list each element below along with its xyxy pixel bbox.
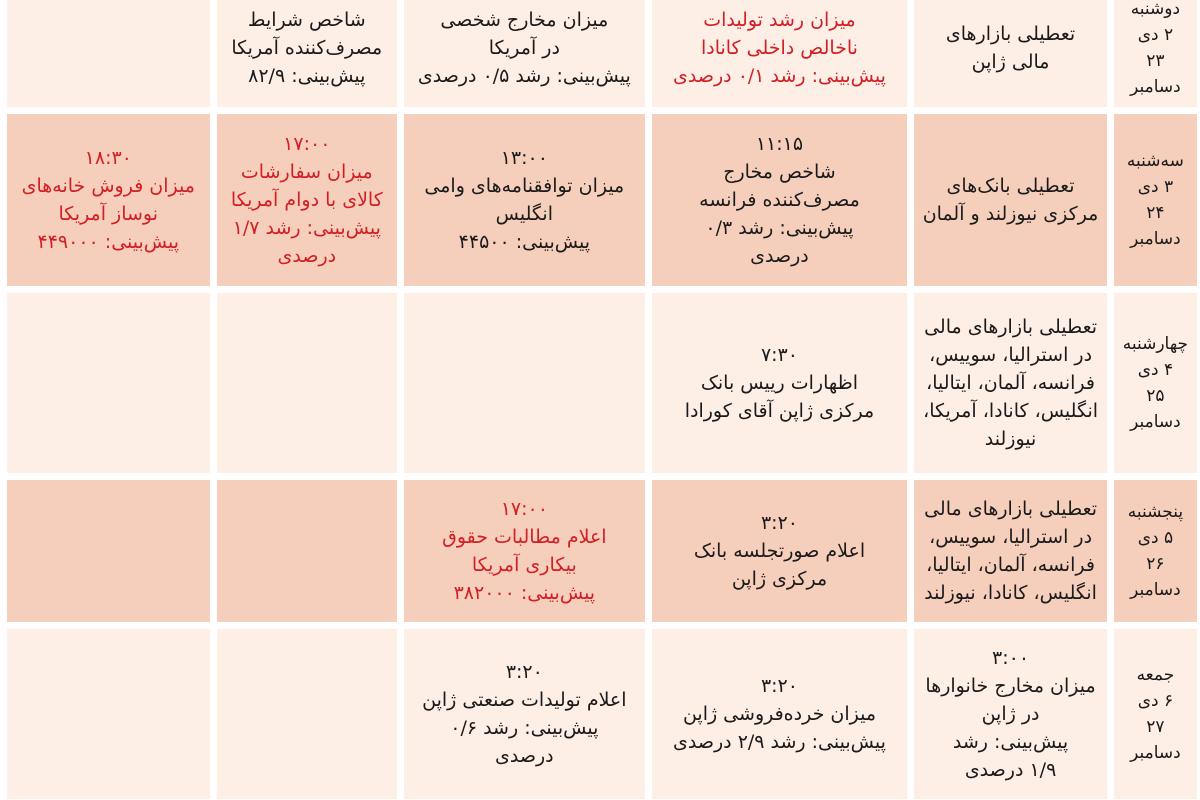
day-label-line: جمعه [1136, 665, 1175, 685]
event-text-line: تعطیلی بازارهای [945, 23, 1076, 45]
day-label-line: ۶ دی [1137, 691, 1174, 711]
event-cell [652, 114, 908, 286]
event-text-line: بیکاری آمریکا [471, 554, 577, 576]
event-text-line: میزان مخارج شخصی [440, 9, 609, 31]
event-cell [7, 0, 210, 107]
event-cell [404, 293, 645, 473]
day-label-line: دسامبر [1130, 229, 1181, 249]
event-text-line: انگلیس، کانادا، آمریکا، [923, 400, 1099, 422]
day-label-line: دسامبر [1130, 580, 1181, 600]
event-text-line: پیش‌بینی: ۴۴۹۰۰۰ [37, 231, 180, 253]
event-text-line: ناخالص داخلی کانادا [700, 37, 858, 59]
day-label-line: ۲۶ [1146, 554, 1165, 574]
event-cell [7, 114, 210, 286]
event-text-line: پیش‌بینی: ۴۴۵۰۰ [458, 231, 590, 253]
event-text-line: پیش‌بینی: رشد ۰/۶ [450, 717, 599, 739]
day-label-line: ۲۵ [1146, 386, 1165, 406]
event-text-line: پیش‌بینی: ۳۸۲۰۰۰ [453, 582, 596, 604]
event-cell [914, 293, 1107, 473]
event-text-line: پیش‌بینی: رشد ۱/۷ [232, 217, 381, 239]
day-label-line: ۲۴ [1146, 203, 1165, 223]
event-time: ۳:۰۰ [992, 647, 1030, 669]
event-text-line: میزان سفارشات [240, 161, 373, 183]
event-text-line: پیش‌بینی: رشد [952, 731, 1069, 753]
event-text-line: انگلیس [495, 203, 553, 225]
event-text-line: تعطیلی بازارهای مالی [924, 316, 1098, 338]
day-label-line: ۲۷ [1146, 717, 1165, 737]
day-label-line: ۳ دی [1137, 177, 1174, 197]
event-text-line: شاخص مخارج [723, 161, 836, 183]
day-cell [1114, 480, 1197, 622]
event-cell [652, 0, 908, 107]
event-text-line: پیش‌بینی: رشد ۰/۳ [705, 217, 854, 239]
event-text-line: نوساز آمریکا [58, 203, 159, 225]
event-cell [404, 629, 645, 799]
event-time: ۷:۳۰ [760, 344, 798, 366]
event-cell [914, 114, 1107, 286]
event-text-line: اعلام صورتجلسه بانک [693, 540, 866, 562]
event-text-line: میزان توافقنامه‌های وامی [424, 175, 625, 197]
event-time: ۱۱:۱۵ [755, 133, 804, 155]
event-time: ۳:۲۰ [760, 675, 798, 697]
event-cell [7, 629, 210, 799]
event-cell [652, 293, 908, 473]
event-cell [217, 0, 397, 107]
day-label-line: ۲۳ [1146, 51, 1165, 71]
day-cell [1114, 114, 1197, 286]
event-text-line: میزان رشد تولیدات [703, 9, 856, 31]
day-label-line: ۲ دی [1137, 25, 1174, 45]
event-text-line: اعلام مطالبات حقوق [442, 526, 607, 548]
event-text-line: مصرف‌کننده فرانسه [699, 189, 860, 211]
day-label-line: پنجشنبه [1127, 502, 1184, 522]
day-label-line: دسامبر [1130, 743, 1181, 763]
day-label-line: ۴ دی [1137, 360, 1174, 380]
event-cell [404, 114, 645, 286]
event-text-line: فرانسه، آلمان، ایتالیا، [926, 554, 1096, 576]
event-text-line: مرکزی ژاپن آقای کورادا [684, 400, 875, 422]
event-text-line: فرانسه، آلمان، ایتالیا، [926, 372, 1096, 394]
event-cell [914, 629, 1107, 799]
event-text-line: مصرف‌کننده آمریکا [231, 37, 383, 59]
day-label-line: دسامبر [1130, 412, 1181, 432]
event-text-line: اعلام تولیدات صنعتی ژاپن [422, 689, 627, 711]
event-text-line: پیش‌بینی: رشد ۲/۹ درصدی [673, 731, 886, 753]
day-label-line: ۵ دی [1137, 528, 1174, 548]
event-text-line: میزان فروش خانه‌های [21, 175, 195, 197]
day-label-line: چهارشنبه [1122, 334, 1189, 354]
event-text-line: در آمریکا [488, 37, 560, 59]
day-label-line: سه‌شنبه [1126, 151, 1184, 171]
event-cell [404, 0, 645, 107]
event-cell [914, 480, 1107, 622]
day-cell [1114, 629, 1197, 799]
event-text-line: در استرالیا، سوییس، [929, 344, 1093, 366]
event-text-line: میزان مخارج خانوارها [925, 675, 1096, 697]
calendar-row [7, 480, 1197, 622]
event-text-line: ۱/۹ درصدی [964, 759, 1057, 781]
event-text-line: درصدی [750, 245, 809, 267]
calendar-row [7, 293, 1197, 473]
day-label-line: دسامبر [1130, 77, 1181, 97]
event-cell [217, 480, 397, 622]
event-text-line: میزان خرده‌فروشی ژاپن [682, 703, 876, 725]
event-cell [7, 480, 210, 622]
calendar-row [7, 629, 1197, 799]
event-text-line: شاخص شرایط [247, 9, 366, 31]
event-time: ۱۳:۰۰ [500, 147, 548, 169]
event-cell [217, 629, 397, 799]
event-text-line: انگلیس، کانادا، نیوزلند [924, 582, 1097, 604]
event-text-line: در ژاپن [981, 703, 1040, 725]
event-text-line: پیش‌بینی: رشد ۰/۱ درصدی [673, 65, 886, 87]
day-cell [1114, 0, 1197, 107]
calendar-row [7, 114, 1197, 286]
event-cell [652, 629, 908, 799]
event-cell [652, 480, 908, 622]
event-cell [7, 293, 210, 473]
calendar-row [7, 0, 1197, 107]
event-text-line: مرکزی نیوزلند و آلمان [922, 203, 1099, 225]
day-cell [1114, 293, 1197, 473]
event-cell [404, 480, 645, 622]
event-text-line: تعطیلی بانک‌های [946, 175, 1075, 197]
event-text-line: نیوزلند [984, 428, 1037, 450]
event-time: ۱۸:۳۰ [84, 147, 132, 169]
event-time: ۳:۲۰ [505, 661, 543, 683]
event-cell [217, 114, 397, 286]
event-time: ۱۷:۰۰ [500, 498, 548, 520]
event-text-line: پیش‌بینی: ۸۲/۹ [248, 65, 366, 87]
event-cell [217, 293, 397, 473]
event-cell [914, 0, 1107, 107]
event-text-line: در استرالیا، سوییس، [929, 526, 1093, 548]
event-text-line: مرکزی ژاپن [731, 568, 828, 590]
event-text-line: درصدی [277, 245, 337, 267]
event-text-line: پیش‌بینی: رشد ۰/۵ درصدی [417, 65, 631, 87]
event-text-line: درصدی [495, 745, 554, 767]
event-time: ۱۷:۰۰ [283, 133, 331, 155]
event-text-line: مالی ژاپن [971, 51, 1050, 73]
event-text-line: تعطیلی بازارهای مالی [924, 498, 1098, 520]
event-time: ۳:۲۰ [760, 512, 798, 534]
event-text-line: اظهارات رییس بانک [700, 372, 859, 394]
event-text-line: کالای با دوام آمریکا [230, 189, 383, 211]
day-label-line: دوشنبه [1130, 0, 1181, 19]
